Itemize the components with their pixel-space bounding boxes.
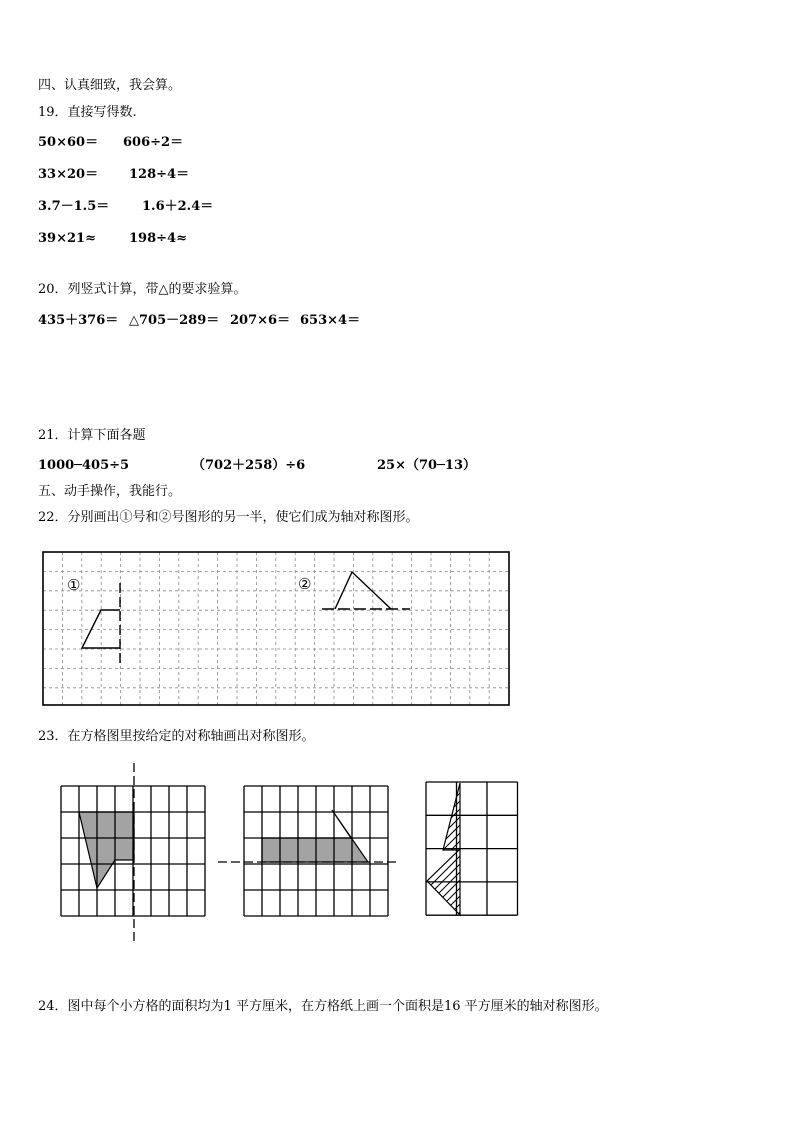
q23-shape-a [79, 812, 134, 888]
q21-title: 21．计算下面各题 [38, 428, 146, 443]
hatch-line [582, 780, 657, 855]
section-5-heading: 五、动手操作，我能行。 [38, 484, 182, 499]
hatch-line [556, 845, 631, 920]
q19-item-4: 128÷4＝ [129, 167, 190, 182]
hatch-line [470, 780, 545, 855]
hatch-line [558, 780, 633, 855]
q23-triangle-top [443, 783, 460, 850]
q24-title: 24．图中每个小方格的面积均为1 平方厘米，在方格纸上画一个面积是16 平方厘米的轴对称图形。 [38, 999, 608, 1014]
hatch-line [356, 845, 431, 920]
q19-item-3: 33×20＝ [38, 167, 99, 182]
hatch-line [508, 845, 583, 920]
q19-item-6: 1.6＋2.4＝ [142, 199, 214, 214]
hatch-line [518, 780, 593, 855]
q22-label-1: ① [67, 576, 81, 594]
hatch-line [542, 780, 617, 855]
q23-title: 23．在方格图里按给定的对称轴画出对称图形。 [38, 729, 315, 744]
q19-item-1: 50×60＝ [38, 135, 99, 150]
hatch-line [572, 845, 647, 920]
q20-item-4: 653×4＝ [300, 313, 361, 328]
q20-item-1: 435＋376＝ [38, 313, 119, 328]
section-4-heading: 四、认真细致，我会算。 [38, 78, 182, 93]
q23-grid-c [426, 782, 518, 915]
hatch-line [566, 780, 641, 855]
hatch-line [524, 845, 599, 920]
q20-item-2: △705－289＝ [129, 313, 220, 328]
hatch-line [382, 780, 457, 855]
hatch-line [516, 845, 591, 920]
q21-item-3: 25×（70─13） [377, 458, 476, 473]
q19-item-5: 3.7－1.5＝ [38, 199, 110, 214]
hatch-line [478, 780, 553, 855]
q20-item-3: 207×6＝ [230, 313, 291, 328]
hatch-line [494, 780, 569, 855]
q21-item-2: （702＋258）÷6 [192, 458, 306, 473]
hatch-line [430, 780, 505, 855]
hatch-line [358, 780, 433, 855]
hatch-line [564, 845, 639, 920]
hatch-line [534, 780, 609, 855]
q23-grid-a [61, 786, 205, 916]
hatch-line [510, 780, 585, 855]
hatch-line [540, 845, 615, 920]
q20-title: 20．列竖式计算，带△的要求验算。 [38, 282, 247, 297]
hatch-line [532, 845, 607, 920]
hatch-line [574, 780, 649, 855]
hatch-line [486, 780, 561, 855]
hatch-line [502, 780, 577, 855]
q19-item-2: 606÷2＝ [123, 135, 184, 150]
hatch-line [398, 780, 473, 855]
hatch-line [390, 780, 465, 855]
q21-item-1: 1000─405÷5 [38, 458, 130, 473]
q23-hatch-top [310, 780, 657, 855]
hatch-line [548, 845, 623, 920]
hatch-line [526, 780, 601, 855]
q22-label-2: ② [298, 575, 312, 593]
q22-title: 22．分别画出①号和②号图形的另一半，使它们成为轴对称图形。 [38, 510, 419, 525]
hatch-line [446, 780, 521, 855]
hatch-line [374, 780, 449, 855]
q19-item-8: 198÷4≈ [129, 231, 187, 246]
hatch-line [438, 780, 513, 855]
hatch-line [550, 780, 625, 855]
hatch-line [406, 780, 481, 855]
q19-title: 19．直接写得数. [38, 105, 137, 120]
hatch-line [462, 780, 537, 855]
q19-item-7: 39×21≈ [38, 231, 96, 246]
hatch-line [366, 780, 441, 855]
